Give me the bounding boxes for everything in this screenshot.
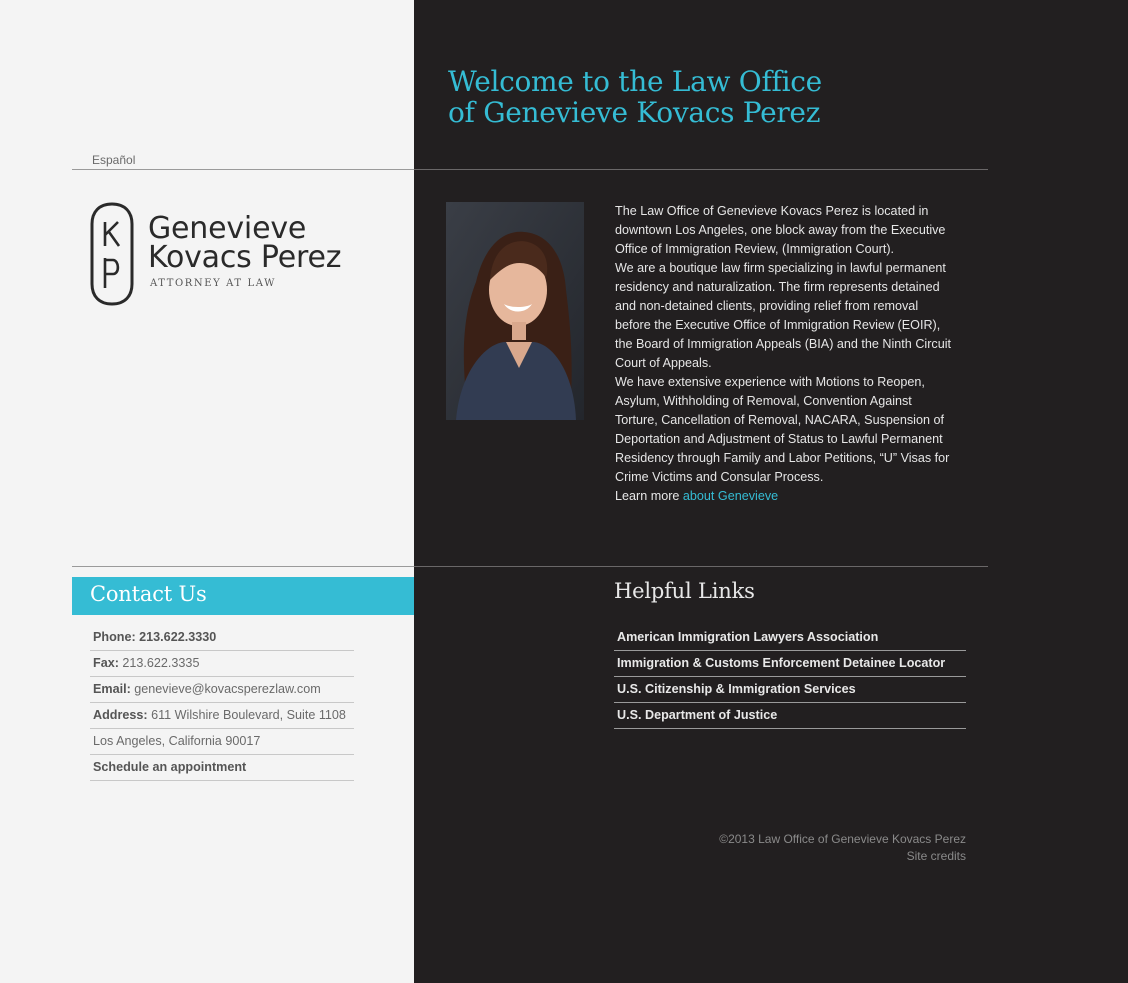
link-aila[interactable]: American Immigration Lawyers Association (614, 625, 966, 651)
page-title-line-1: Welcome to the Law Office (448, 65, 822, 98)
divider-top-left (72, 169, 414, 170)
contact-list (90, 625, 354, 781)
kp-monogram-icon (90, 202, 134, 306)
link-uscis[interactable]: U.S. Citizenship & Immigration Services (614, 677, 966, 703)
divider-top-right (414, 169, 988, 170)
contact-header (72, 577, 414, 615)
contact-address-line-2: Los Angeles, California 90017 (93, 734, 261, 748)
footer (719, 831, 966, 865)
helpful-links-list (614, 625, 966, 729)
schedule-appointment-text: Schedule an appointment (93, 760, 247, 774)
language-link-spanish[interactable]: Español (92, 153, 136, 167)
left-panel-background (0, 0, 414, 983)
contact-address-line-1: 611 Wilshire Boulevard, Suite 1108 (147, 708, 346, 722)
learn-more-prefix: Learn more (615, 489, 683, 503)
contact-email-label: Email: (93, 682, 131, 696)
page-title (448, 66, 908, 128)
intro-text (615, 202, 955, 506)
contact-fax-value: 213.622.3335 (118, 656, 200, 670)
firm-logo[interactable] (90, 202, 360, 306)
link-ice-detainee-locator[interactable]: Immigration & Customs Enforcement Detainee Locator (614, 651, 966, 677)
contact-title: Contact Us (90, 582, 207, 606)
contact-fax-label: Fax: (93, 656, 119, 670)
contact-phone-text: Phone: 213.622.3330 (93, 630, 217, 644)
contact-fax (90, 651, 354, 677)
link-us-doj[interactable]: U.S. Department of Justice (614, 703, 966, 729)
about-genevieve-link[interactable]: about Genevieve (682, 489, 779, 503)
learn-more-line (615, 487, 955, 506)
intro-paragraph-2: We are a boutique law firm specializing in lawful permanent residency and naturalization. The firm represents detained and non-detained clients, providing relief from removal before the Executive Office of Immigration Review (EOIR), the Board of Immigration Appeals (BIA) and the Ninth Circuit Court of Appeals. (615, 261, 951, 370)
schedule-appointment-link[interactable] (90, 755, 354, 781)
footer-copyright: ©2013 Law Office of Genevieve Kovacs Perez (719, 832, 966, 846)
contact-address (90, 703, 354, 729)
attorney-portrait (446, 202, 584, 420)
contact-email[interactable] (90, 677, 354, 703)
intro-paragraph-1: The Law Office of Genevieve Kovacs Perez is located in downtown Los Angeles, one block away from the Executive Office of Immigration Review, (Immigration Court). (615, 204, 946, 256)
helpful-links-title: Helpful Links (614, 579, 755, 603)
footer-site-credits-link[interactable]: Site credits (906, 849, 966, 863)
logo-name-line-1: Genevieve (148, 211, 307, 246)
divider-middle-left (72, 566, 414, 567)
contact-address-line-2-row (90, 729, 354, 755)
logo-tagline: ATTORNEY AT LAW (150, 278, 277, 289)
logo-wordmark (148, 211, 342, 275)
contact-phone[interactable] (90, 625, 354, 651)
logo-name-line-2: Kovacs Perez (148, 240, 342, 275)
contact-email-value: genevieve@kovacsperezlaw.com (130, 682, 321, 696)
portrait-image (446, 202, 584, 420)
page-title-line-2: of Genevieve Kovacs Perez (448, 96, 821, 129)
contact-address-label: Address: (93, 708, 148, 722)
intro-paragraph-3: We have extensive experience with Motions to Reopen, Asylum, Withholding of Removal, Convention Against Torture, Cancellation of Removal, NACARA, Suspension of Deportation and Adjustment of Status to Lawful Permanent Residency through Family and Labor Petitions, “U” Visas for Crime Victims and Consular Process. (615, 375, 950, 484)
divider-middle-right (414, 566, 988, 567)
